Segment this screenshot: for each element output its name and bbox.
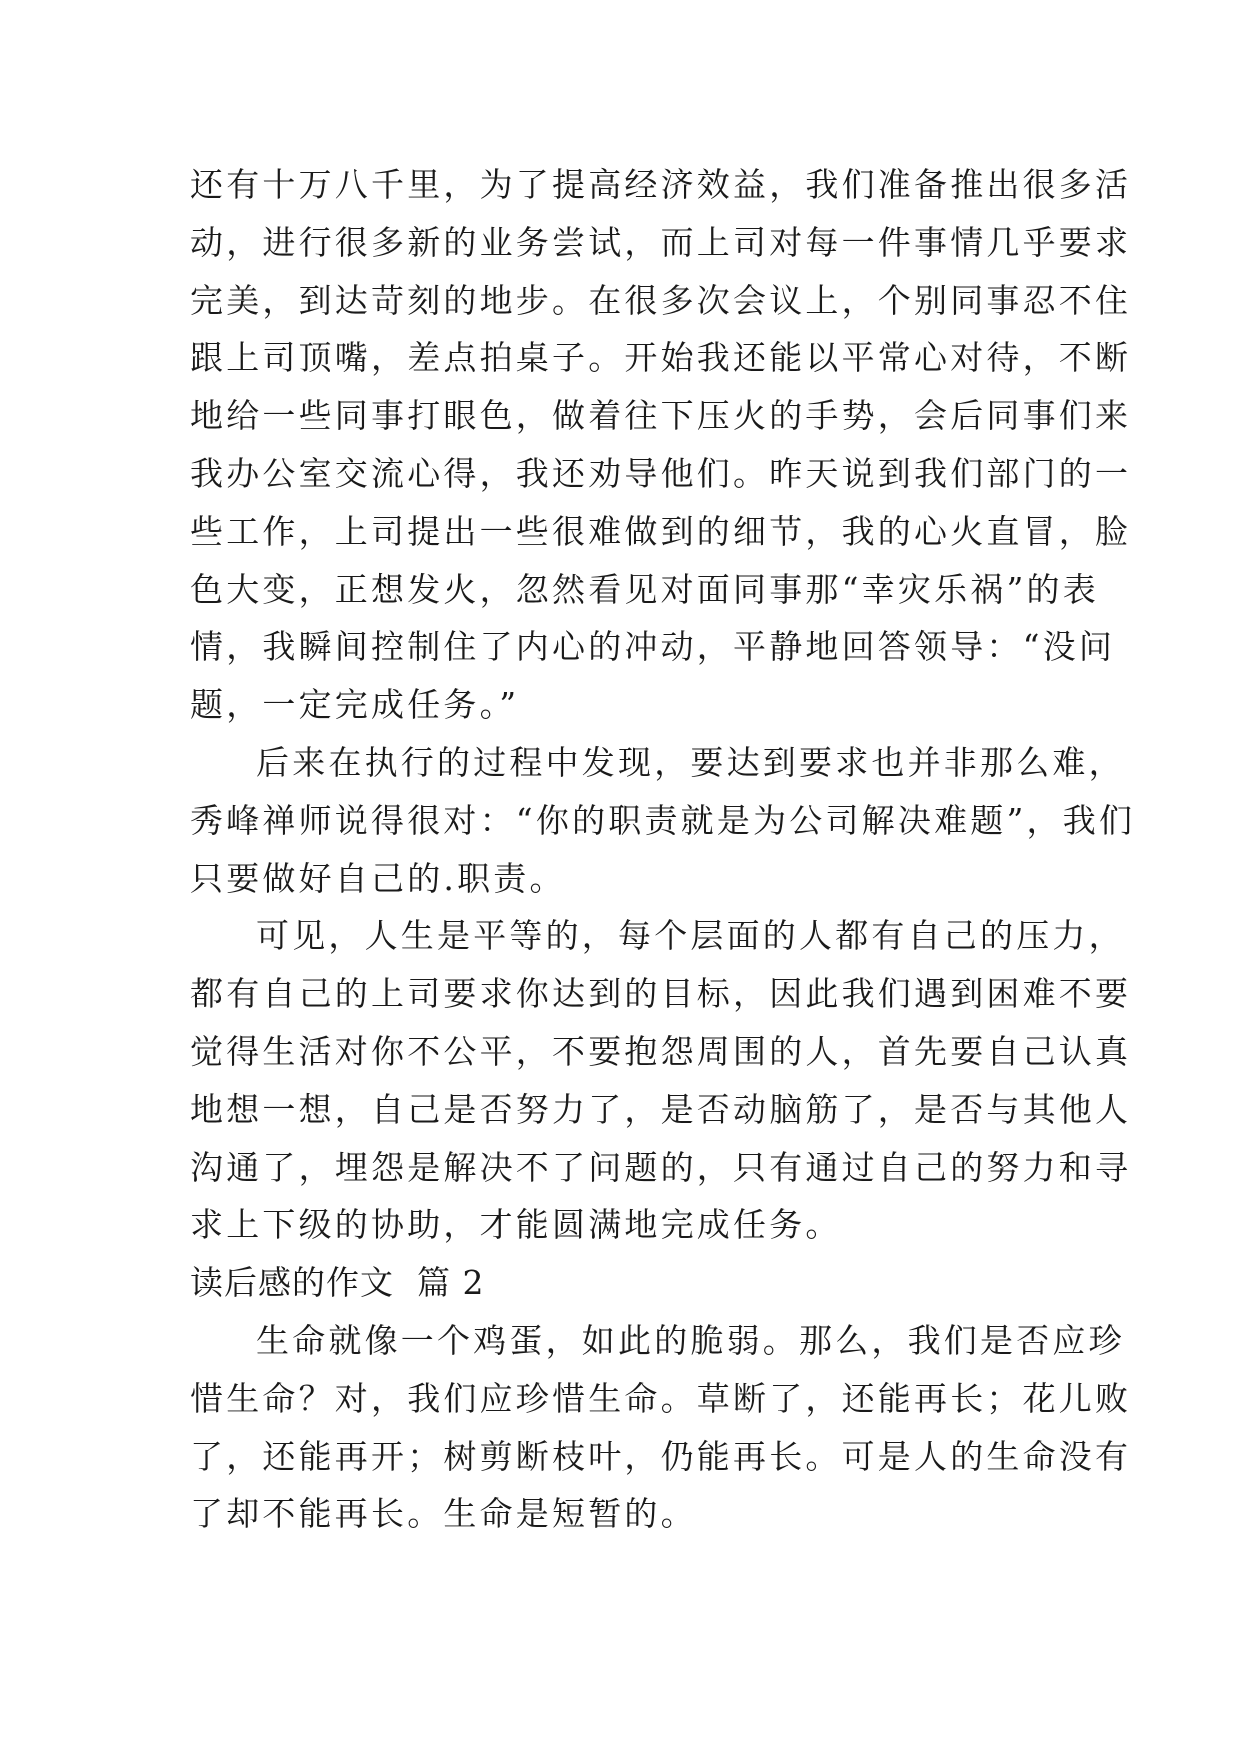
text-line: 还有十万八千里，为了提高经济效益，我们准备推出很多活 <box>190 165 1132 204</box>
paragraph <box>190 907 1132 1254</box>
text-line: 了却不能再长。生命是短暂的。 <box>190 1494 697 1534</box>
text-line: 地想一想，自己是否努力了，是否动脑筋了，是否与其他人 <box>190 1089 1132 1129</box>
text-line: 动，进行很多新的业务尝试，而上司对每一件事情几乎要求 <box>190 222 1132 262</box>
text-line: 都有自己的上司要求你达到的目标，因此我们遇到困难不要 <box>190 974 1132 1014</box>
text-line: 地给一些同事打眼色，做着往下压火的手势，会后同事们来 <box>190 396 1132 436</box>
heading-text: 读后感的作文 篇 2 <box>190 1263 485 1303</box>
text-line: 惜生命？对，我们应珍惜生命。草断了，还能再长；花儿败 <box>190 1378 1132 1418</box>
section-heading <box>190 1254 1050 1312</box>
paragraph <box>190 1312 1132 1543</box>
text-line: 后来在执行的过程中发现，要达到要求也并非那么难， <box>256 742 1125 782</box>
paragraph-continued <box>190 156 1132 734</box>
text-line: 些工作，上司提出一些很难做到的细节，我的心火直冒，脸 <box>190 511 1132 551</box>
text-line: 色大变，正想发火，忽然看见对面同事那“幸灾乐祸”的表 <box>190 569 1099 609</box>
text-line: 秀峰禅师说得很对：“你的职责就是为公司解决难题”，我们 <box>190 800 1136 840</box>
paragraph <box>190 734 1136 907</box>
text-line: 我办公室交流心得，我还劝导他们。昨天说到我们部门的一 <box>190 453 1132 493</box>
text-line: 只要做好自己的.职责。 <box>190 858 566 898</box>
text-line: 求上下级的协助，才能圆满地完成任务。 <box>190 1205 842 1245</box>
text-line: 题，一定完成任务。” <box>190 685 520 725</box>
text-line: 生命就像一个鸡蛋，如此的脆弱。那么，我们是否应珍 <box>256 1320 1125 1360</box>
text-line: 了，还能再开；树剪断枝叶，仍能再长。可是人的生命没有 <box>190 1436 1132 1476</box>
text-line: 可见，人生是平等的，每个层面的人都有自己的压力， <box>256 916 1125 956</box>
text-line: 情，我瞬间控制住了内心的冲动，平静地回答领导：“没问 <box>190 627 1116 667</box>
text-line: 跟上司顶嘴，差点拍桌子。开始我还能以平常心对待，不断 <box>190 338 1132 378</box>
text-line: 完美，到达苛刻的地步。在很多次会议上，个别同事忍不住 <box>190 280 1132 320</box>
document-body <box>190 156 1136 1543</box>
text-line: 沟通了，埋怨是解决不了问题的，只有通过自己的努力和寻 <box>190 1147 1132 1187</box>
text-line: 觉得生活对你不公平，不要抱怨周围的人，首先要自己认真 <box>190 1031 1132 1071</box>
